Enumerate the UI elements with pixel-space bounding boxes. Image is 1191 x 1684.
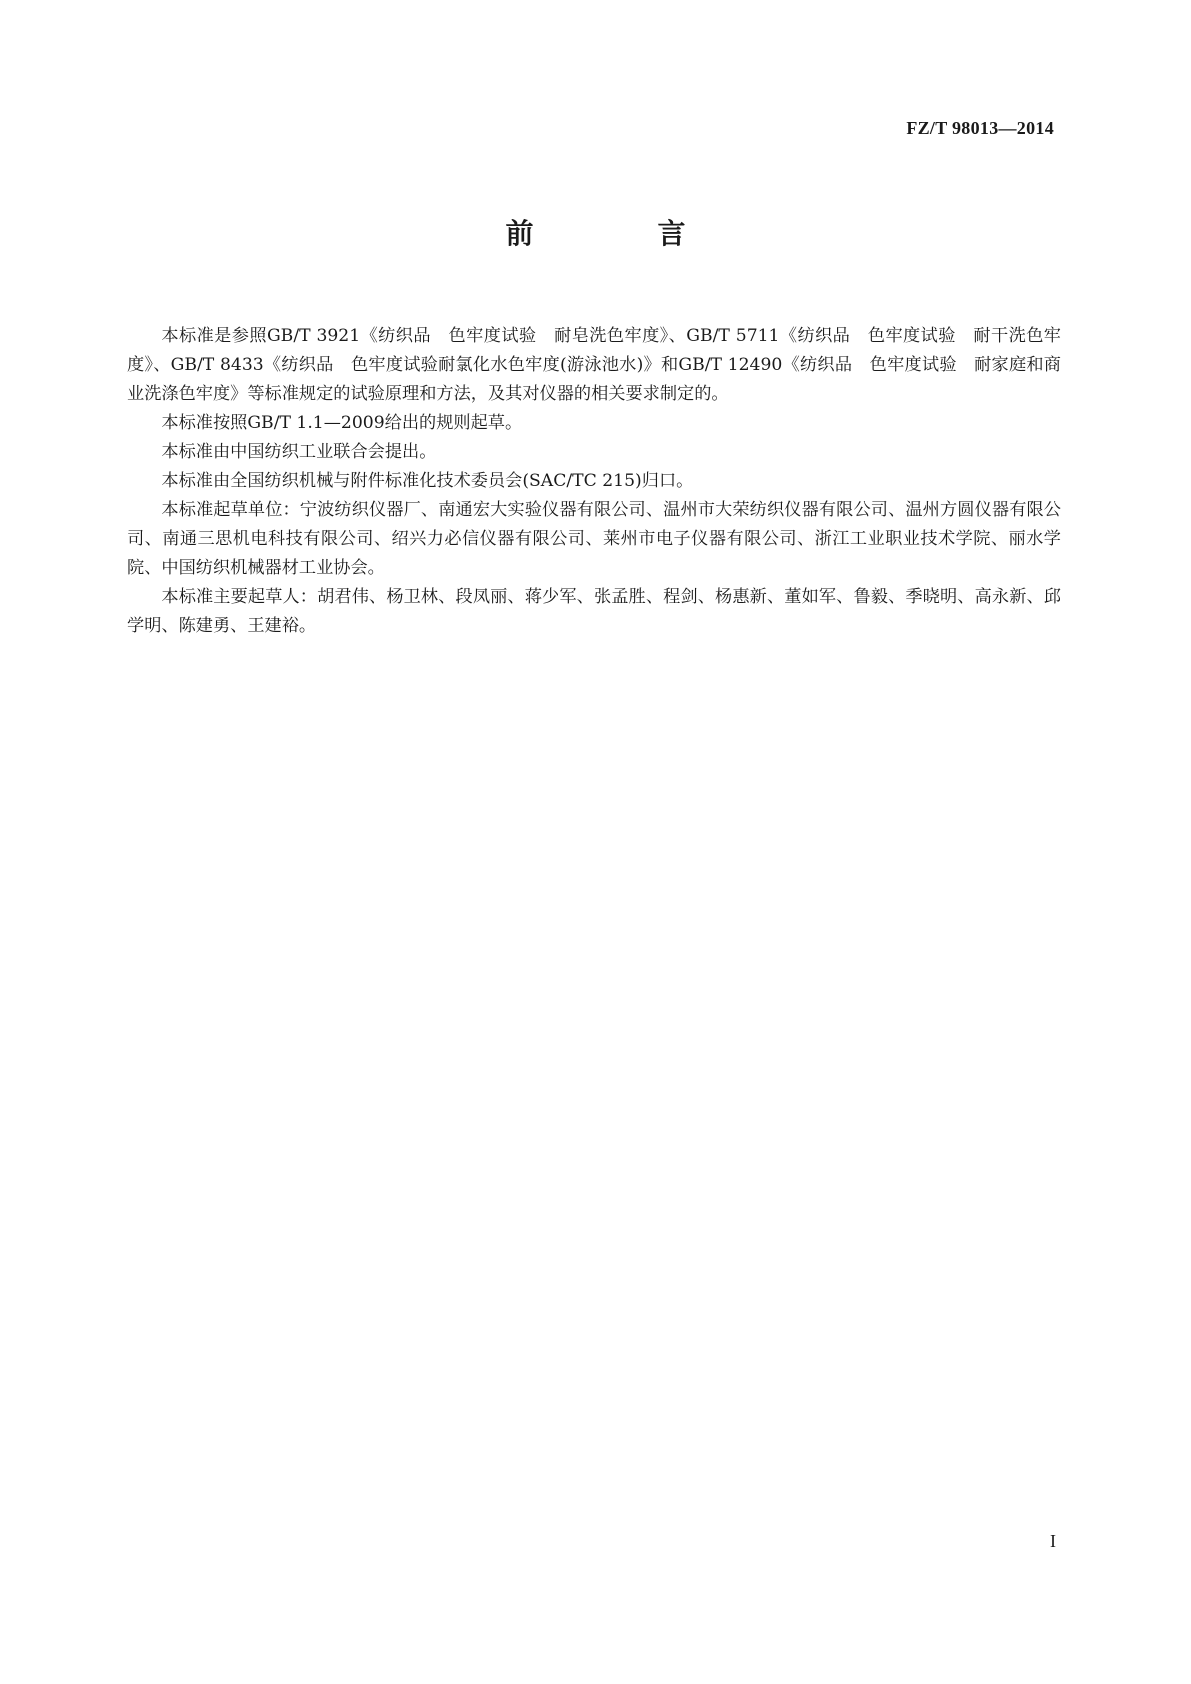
paragraph-reference-standards: 本标准是参照GB/T 3921《纺织品 色牢度试验 耐皂洗色牢度》、GB/T 5711《纺织品 色牢度试验 耐干洗色牢度》、GB/T 8433《纺织品 色牢度试验耐氯化水色牢度(游泳池水)》和GB/T 12490《纺织品 色牢度试验 耐家庭和商业洗涤色牢度》等标准规定的试验原理和方法，及其对仪器的相关要求制定的。 (127, 326, 1061, 404)
paragraph-proposer: 本标准由中国纺织工业联合会提出。 (161, 442, 437, 462)
paragraph-drafters: 本标准主要起草人：胡君伟、杨卫林、段凤丽、蒋少军、张孟胜、程剑、杨惠新、董如军、鲁毅、季晓明、高永新、邱学明、陈建勇、王建裕。 (127, 587, 1061, 636)
standard-code: FZ/T 98013—2014 (906, 118, 1054, 138)
paragraph-drafting-rules: 本标准按照GB/T 1.1—2009给出的规则起草。 (161, 413, 523, 433)
page-number: I (1050, 1531, 1056, 1551)
paragraph-drafting-units: 本标准起草单位：宁波纺织仪器厂、南通宏大实验仪器有限公司、温州市大荣纺织仪器有限公司、温州方圆仪器有限公司、南通三思机电科技有限公司、绍兴力必信仪器有限公司、莱州市电子仪器有限公司、浙江工业职业技术学院、丽水学院、中国纺织机械器材工业协会。 (127, 500, 1061, 578)
preface-body (127, 322, 1061, 641)
paragraph-administrator: 本标准由全国纺织机械与附件标准化技术委员会(SAC/TC 215)归口。 (161, 471, 694, 491)
page-title: 前 言 (505, 217, 734, 250)
